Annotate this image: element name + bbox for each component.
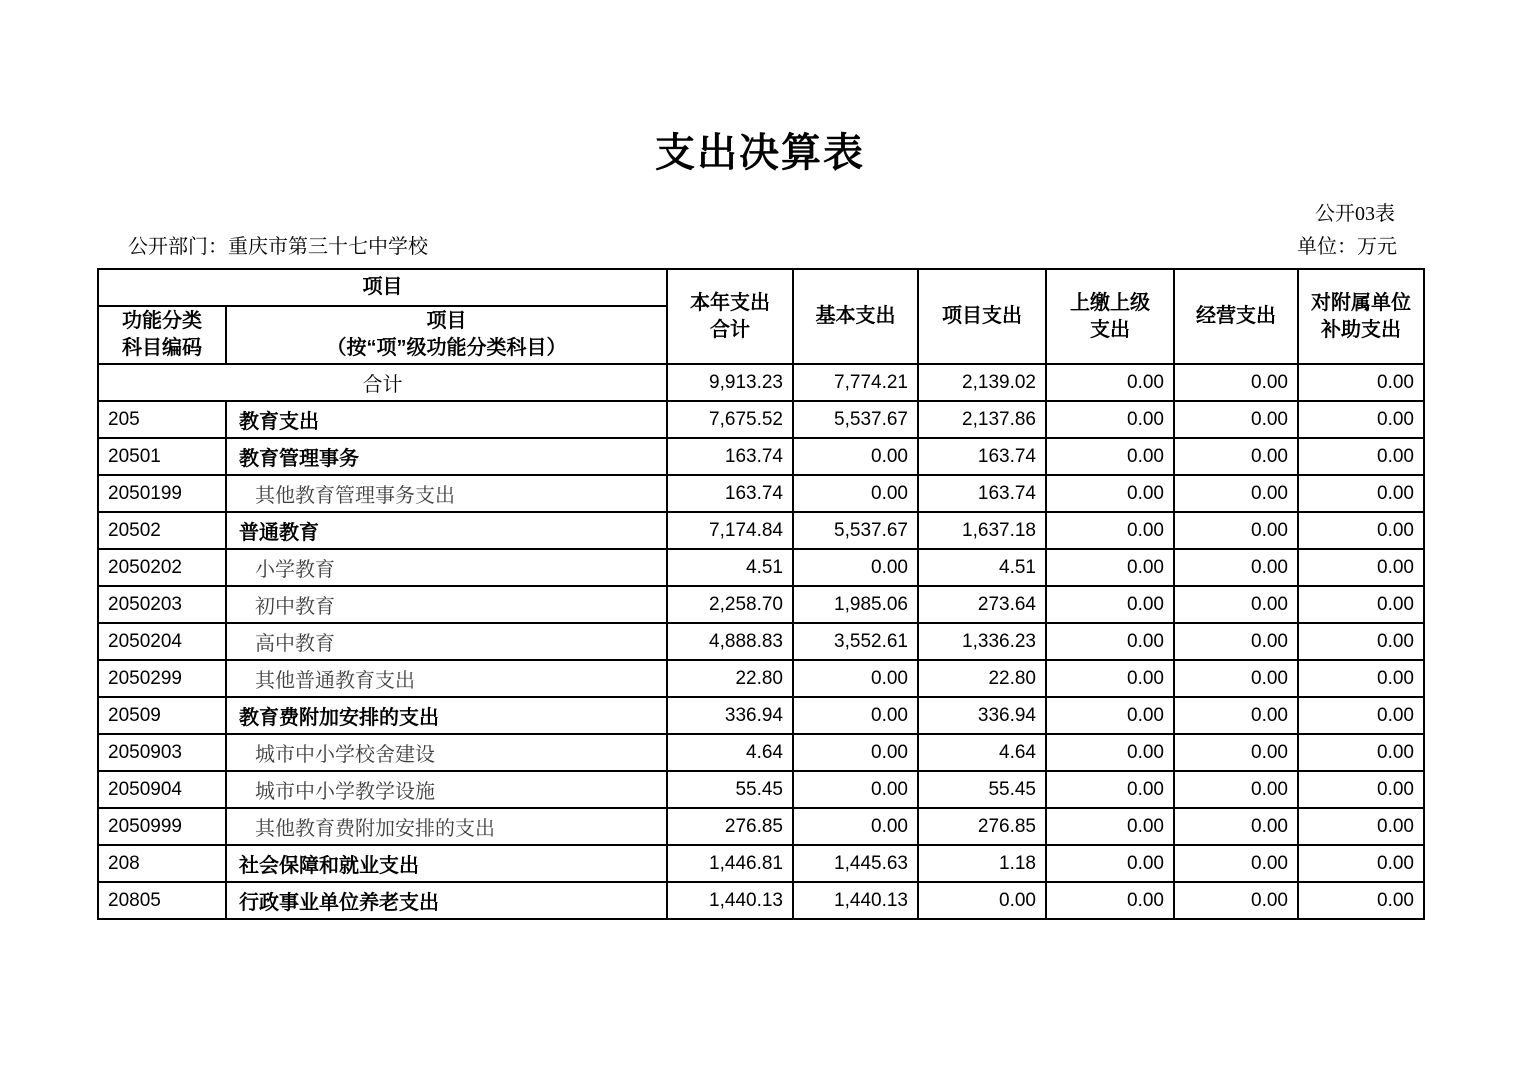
cell-operating: 0.00 bbox=[1174, 808, 1298, 845]
department-label: 公开部门：重庆市第三十七中学校 bbox=[128, 236, 428, 258]
table-row bbox=[98, 882, 1424, 919]
header-annual-total-line2: 合计 bbox=[710, 318, 750, 341]
cell-affiliated: 0.00 bbox=[1298, 771, 1424, 808]
cell-annual-total: 9,913.23 bbox=[667, 364, 793, 401]
cell-project: 1,637.18 bbox=[918, 512, 1046, 549]
header-operating-expenditure: 经营支出 bbox=[1174, 269, 1298, 364]
header-project-line1: 项目 bbox=[426, 310, 467, 332]
cell-project: 1.18 bbox=[918, 845, 1046, 882]
header-code-line2: 科目编码 bbox=[122, 337, 202, 359]
cell-upper: 0.00 bbox=[1046, 586, 1174, 623]
cell-operating: 0.00 bbox=[1174, 401, 1298, 438]
meta-row bbox=[97, 234, 1423, 260]
cell-basic: 5,537.67 bbox=[793, 401, 918, 438]
table-row bbox=[98, 512, 1424, 549]
cell-annual-total: 163.74 bbox=[667, 438, 793, 475]
table-row bbox=[98, 845, 1424, 882]
cell-affiliated: 0.00 bbox=[1298, 734, 1424, 771]
row-name: 小学教育 bbox=[226, 549, 667, 586]
cell-affiliated: 0.00 bbox=[1298, 401, 1424, 438]
row-name: 社会保障和就业支出 bbox=[226, 845, 667, 882]
cell-affiliated: 0.00 bbox=[1298, 882, 1424, 919]
cell-annual-total: 4.64 bbox=[667, 734, 793, 771]
cell-upper: 0.00 bbox=[1046, 660, 1174, 697]
header-project-line2: （按“项”级功能分类科目） bbox=[326, 337, 567, 359]
table-row bbox=[98, 771, 1424, 808]
row-code: 20501 bbox=[98, 438, 226, 475]
header-upper-level-line2: 支出 bbox=[1090, 318, 1130, 341]
cell-upper: 0.00 bbox=[1046, 697, 1174, 734]
row-code: 2050203 bbox=[98, 586, 226, 623]
header-code-column bbox=[98, 306, 226, 364]
cell-basic: 0.00 bbox=[793, 438, 918, 475]
header-affiliated-line1: 对附属单位 bbox=[1311, 291, 1411, 314]
cell-upper: 0.00 bbox=[1046, 623, 1174, 660]
cell-basic: 0.00 bbox=[793, 771, 918, 808]
row-name: 城市中小学校舍建设 bbox=[226, 734, 667, 771]
row-name: 教育费附加安排的支出 bbox=[226, 697, 667, 734]
header-basic-expenditure: 基本支出 bbox=[793, 269, 918, 364]
cell-project: 22.80 bbox=[918, 660, 1046, 697]
cell-operating: 0.00 bbox=[1174, 771, 1298, 808]
row-name: 高中教育 bbox=[226, 623, 667, 660]
cell-project: 273.64 bbox=[918, 586, 1046, 623]
cell-upper: 0.00 bbox=[1046, 808, 1174, 845]
table-row bbox=[98, 438, 1424, 475]
cell-project: 2,139.02 bbox=[918, 364, 1046, 401]
header-project-expenditure: 项目支出 bbox=[918, 269, 1046, 364]
row-name: 行政事业单位养老支出 bbox=[226, 882, 667, 919]
cell-annual-total: 55.45 bbox=[667, 771, 793, 808]
cell-operating: 0.00 bbox=[1174, 623, 1298, 660]
cell-annual-total: 1,446.81 bbox=[667, 845, 793, 882]
table-header bbox=[98, 269, 1424, 364]
cell-project: 163.74 bbox=[918, 438, 1046, 475]
cell-annual-total: 4,888.83 bbox=[667, 623, 793, 660]
cell-basic: 1,440.13 bbox=[793, 882, 918, 919]
row-code: 20805 bbox=[98, 882, 226, 919]
cell-affiliated: 0.00 bbox=[1298, 586, 1424, 623]
cell-basic: 1,985.06 bbox=[793, 586, 918, 623]
cell-project: 163.74 bbox=[918, 475, 1046, 512]
cell-operating: 0.00 bbox=[1174, 734, 1298, 771]
table-row bbox=[98, 549, 1424, 586]
cell-upper: 0.00 bbox=[1046, 882, 1174, 919]
cell-project: 2,137.86 bbox=[918, 401, 1046, 438]
header-affiliated-line2: 补助支出 bbox=[1321, 318, 1401, 341]
row-code: 2050904 bbox=[98, 771, 226, 808]
table-row bbox=[98, 734, 1424, 771]
table-row bbox=[98, 586, 1424, 623]
cell-upper: 0.00 bbox=[1046, 364, 1174, 401]
cell-project: 1,336.23 bbox=[918, 623, 1046, 660]
cell-operating: 0.00 bbox=[1174, 438, 1298, 475]
header-row-1 bbox=[98, 269, 1424, 306]
cell-affiliated: 0.00 bbox=[1298, 660, 1424, 697]
table-body bbox=[98, 364, 1424, 919]
row-name: 教育管理事务 bbox=[226, 438, 667, 475]
table-row-total bbox=[98, 364, 1424, 401]
cell-affiliated: 0.00 bbox=[1298, 512, 1424, 549]
table-row bbox=[98, 475, 1424, 512]
cell-affiliated: 0.00 bbox=[1298, 475, 1424, 512]
row-code: 20509 bbox=[98, 697, 226, 734]
cell-basic: 0.00 bbox=[793, 475, 918, 512]
row-code: 205 bbox=[98, 401, 226, 438]
row-code: 2050903 bbox=[98, 734, 226, 771]
cell-affiliated: 0.00 bbox=[1298, 438, 1424, 475]
cell-upper: 0.00 bbox=[1046, 512, 1174, 549]
cell-basic: 3,552.61 bbox=[793, 623, 918, 660]
cell-operating: 0.00 bbox=[1174, 364, 1298, 401]
cell-affiliated: 0.00 bbox=[1298, 845, 1424, 882]
row-name: 教育支出 bbox=[226, 401, 667, 438]
cell-basic: 0.00 bbox=[793, 549, 918, 586]
cell-basic: 0.00 bbox=[793, 734, 918, 771]
cell-annual-total: 1,440.13 bbox=[667, 882, 793, 919]
cell-upper: 0.00 bbox=[1046, 549, 1174, 586]
header-affiliated-subsidy bbox=[1298, 269, 1424, 364]
table-row bbox=[98, 623, 1424, 660]
cell-upper: 0.00 bbox=[1046, 401, 1174, 438]
row-code: 20502 bbox=[98, 512, 226, 549]
header-annual-total-line1: 本年支出 bbox=[690, 291, 770, 314]
cell-operating: 0.00 bbox=[1174, 549, 1298, 586]
row-code: 2050299 bbox=[98, 660, 226, 697]
cell-operating: 0.00 bbox=[1174, 586, 1298, 623]
cell-operating: 0.00 bbox=[1174, 475, 1298, 512]
row-name: 城市中小学教学设施 bbox=[226, 771, 667, 808]
cell-basic: 7,774.21 bbox=[793, 364, 918, 401]
cell-annual-total: 4.51 bbox=[667, 549, 793, 586]
table-row bbox=[98, 697, 1424, 734]
table-row bbox=[98, 401, 1424, 438]
cell-annual-total: 7,174.84 bbox=[667, 512, 793, 549]
cell-annual-total: 336.94 bbox=[667, 697, 793, 734]
row-name: 普通教育 bbox=[226, 512, 667, 549]
cell-affiliated: 0.00 bbox=[1298, 808, 1424, 845]
unit-label: 单位：万元 bbox=[1297, 236, 1397, 258]
row-name: 初中教育 bbox=[226, 586, 667, 623]
header-annual-total bbox=[667, 269, 793, 364]
row-name: 其他教育管理事务支出 bbox=[226, 475, 667, 512]
cell-project: 336.94 bbox=[918, 697, 1046, 734]
row-code: 2050999 bbox=[98, 808, 226, 845]
table-row bbox=[98, 808, 1424, 845]
header-upper-level-payment bbox=[1046, 269, 1174, 364]
sheet-label: 公开03表 bbox=[1315, 203, 1395, 225]
cell-basic: 0.00 bbox=[793, 808, 918, 845]
cell-affiliated: 0.00 bbox=[1298, 697, 1424, 734]
cell-upper: 0.00 bbox=[1046, 438, 1174, 475]
cell-annual-total: 276.85 bbox=[667, 808, 793, 845]
cell-upper: 0.00 bbox=[1046, 734, 1174, 771]
cell-affiliated: 0.00 bbox=[1298, 364, 1424, 401]
cell-operating: 0.00 bbox=[1174, 697, 1298, 734]
cell-annual-total: 22.80 bbox=[667, 660, 793, 697]
header-project-column bbox=[226, 306, 667, 364]
cell-upper: 0.00 bbox=[1046, 475, 1174, 512]
row-code: 2050199 bbox=[98, 475, 226, 512]
cell-project: 276.85 bbox=[918, 808, 1046, 845]
header-upper-level-line1: 上缴上级 bbox=[1070, 291, 1150, 314]
row-code: 208 bbox=[98, 845, 226, 882]
cell-upper: 0.00 bbox=[1046, 771, 1174, 808]
cell-annual-total: 2,258.70 bbox=[667, 586, 793, 623]
cell-operating: 0.00 bbox=[1174, 512, 1298, 549]
cell-operating: 0.00 bbox=[1174, 845, 1298, 882]
page-title: 支出决算表 bbox=[655, 131, 865, 175]
header-project-group: 项目 bbox=[98, 269, 667, 306]
row-total-label: 合计 bbox=[98, 364, 667, 401]
cell-basic: 0.00 bbox=[793, 660, 918, 697]
cell-project: 55.45 bbox=[918, 771, 1046, 808]
cell-basic: 0.00 bbox=[793, 697, 918, 734]
cell-affiliated: 0.00 bbox=[1298, 623, 1424, 660]
cell-project: 0.00 bbox=[918, 882, 1046, 919]
cell-affiliated: 0.00 bbox=[1298, 549, 1424, 586]
cell-project: 4.51 bbox=[918, 549, 1046, 586]
row-name: 其他普通教育支出 bbox=[226, 660, 667, 697]
row-name: 其他教育费附加安排的支出 bbox=[226, 808, 667, 845]
table-row bbox=[98, 660, 1424, 697]
row-code: 2050204 bbox=[98, 623, 226, 660]
cell-project: 4.64 bbox=[918, 734, 1046, 771]
cell-operating: 0.00 bbox=[1174, 660, 1298, 697]
cell-basic: 1,445.63 bbox=[793, 845, 918, 882]
cell-basic: 5,537.67 bbox=[793, 512, 918, 549]
expenditure-table bbox=[97, 268, 1425, 920]
cell-annual-total: 7,675.52 bbox=[667, 401, 793, 438]
cell-operating: 0.00 bbox=[1174, 882, 1298, 919]
cell-upper: 0.00 bbox=[1046, 845, 1174, 882]
header-code-line1: 功能分类 bbox=[122, 310, 202, 332]
cell-annual-total: 163.74 bbox=[667, 475, 793, 512]
row-code: 2050202 bbox=[98, 549, 226, 586]
